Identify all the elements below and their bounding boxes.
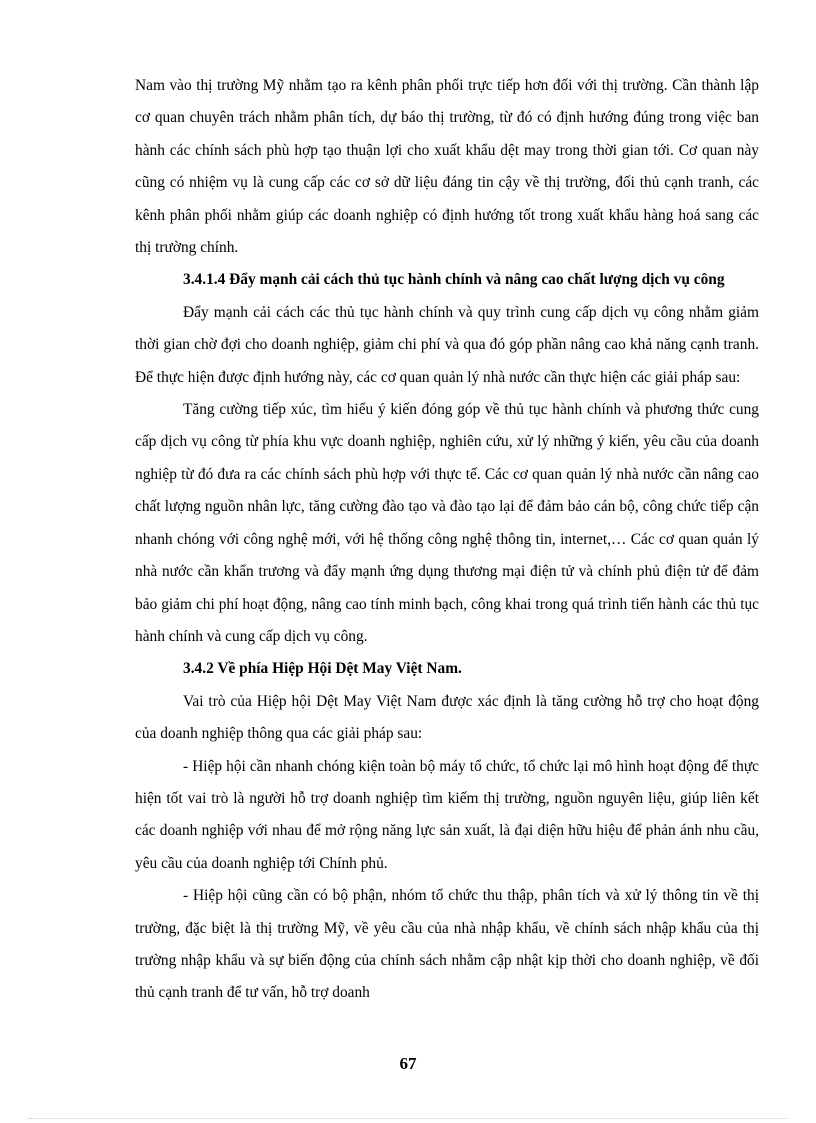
paragraph: Đẩy mạnh cải cách các thủ tục hành chính và quy trình cung cấp dịch vụ công nhằm giảm thời gian chờ đợi cho doanh nghiệp, giảm chi phí và qua đó góp phần nâng cao khả năng cạnh tranh. Để thực hiện được định hướng này, các cơ quan quản lý nhà nước cần thực hiện các giải pháp sau: xyxy=(135,303,759,386)
page-number: 67 xyxy=(399,1054,417,1073)
page-body xyxy=(135,70,759,1010)
paragraph: Vai trò của Hiệp hội Dệt May Việt Nam được xác định là tăng cường hỗ trợ cho hoạt động của doanh nghiệp thông qua các giải pháp sau: xyxy=(135,692,759,743)
opening-paragraph: Nam vào thị trường Mỹ nhằm tạo ra kênh phân phối trực tiếp hơn đối với thị trường. Cần thành lập cơ quan chuyên trách nhằm phân tích, dự báo thị trường, từ đó có định hướng đúng trong việc ban hành các chính sách phù hợp tạo thuận lợi cho xuất khẩu dệt may trong thời gian tới. Cơ quan này cũng có nhiệm vụ là cung cấp các cơ sở dữ liệu đáng tin cậy về thị trường, đối thủ cạnh tranh, các kênh phân phối nhằm giúp các doanh nghiệp có định hướng tốt trong xuất khẩu hàng hoá sang các thị trường chính. xyxy=(135,77,759,257)
section-heading-3414: 3.4.1.4 Đẩy mạnh cải cách thủ tục hành chính và nâng cao chất lượng dịch vụ công xyxy=(183,271,725,289)
paragraph: Tăng cường tiếp xúc, tìm hiểu ý kiến đóng góp về thủ tục hành chính và phương thức cung cấp dịch vụ công từ phía khu vực doanh nghiệp, nghiên cứu, xử lý những ý kiến, yêu cầu của doanh nghiệp từ đó đưa ra các chính sách phù hợp với thực tế. Các cơ quan quản lý nhà nước cần nâng cao chất lượng nguồn nhân lực, tăng cường đào tạo và đào tạo lại để đảm bảo cán bộ, công chức tiếp cận nhanh chóng với công nghệ mới, với hệ thống công nghệ thông tin, internet,… Các cơ quan quản lý nhà nước cần khẩn trương và đẩy mạnh ứng dụng thương mại điện tử và chính phủ điện tử để đảm bảo giảm chi phí hoạt động, nâng cao tính minh bạch, công khai trong quá trình tiến hành các thủ tục hành chính và cung cấp dịch vụ công. xyxy=(135,401,759,645)
section-heading-342: 3.4.2 Về phía Hiệp Hội Dệt May Việt Nam. xyxy=(183,660,462,678)
page-bottom-divider xyxy=(28,1118,788,1119)
list-item: - Hiệp hội cần nhanh chóng kiện toàn bộ máy tổ chức, tổ chức lại mô hình hoạt động để thực hiện tốt vai trò là người hỗ trợ doanh nghiệp tìm kiếm thị trường, nguồn nguyên liệu, giúp liên kết các doanh nghiệp với nhau để mở rộng năng lực sản xuất, là đại diện hữu hiệu để phản ánh nhu cầu, yêu cầu của doanh nghiệp tới Chính phủ. xyxy=(135,757,759,872)
list-item: - Hiệp hội cũng cần có bộ phận, nhóm tổ chức thu thập, phân tích và xử lý thông tin về thị trường, đặc biệt là thị trường Mỹ, về yêu cầu của nhà nhập khẩu, về chính sách nhập khẩu của thị trường nhập khẩu và sự biến động của chính sách nhằm cập nhật kịp thời cho doanh nghiệp, về đối thủ cạnh tranh để tư vấn, hỗ trợ doanh xyxy=(135,887,759,1002)
